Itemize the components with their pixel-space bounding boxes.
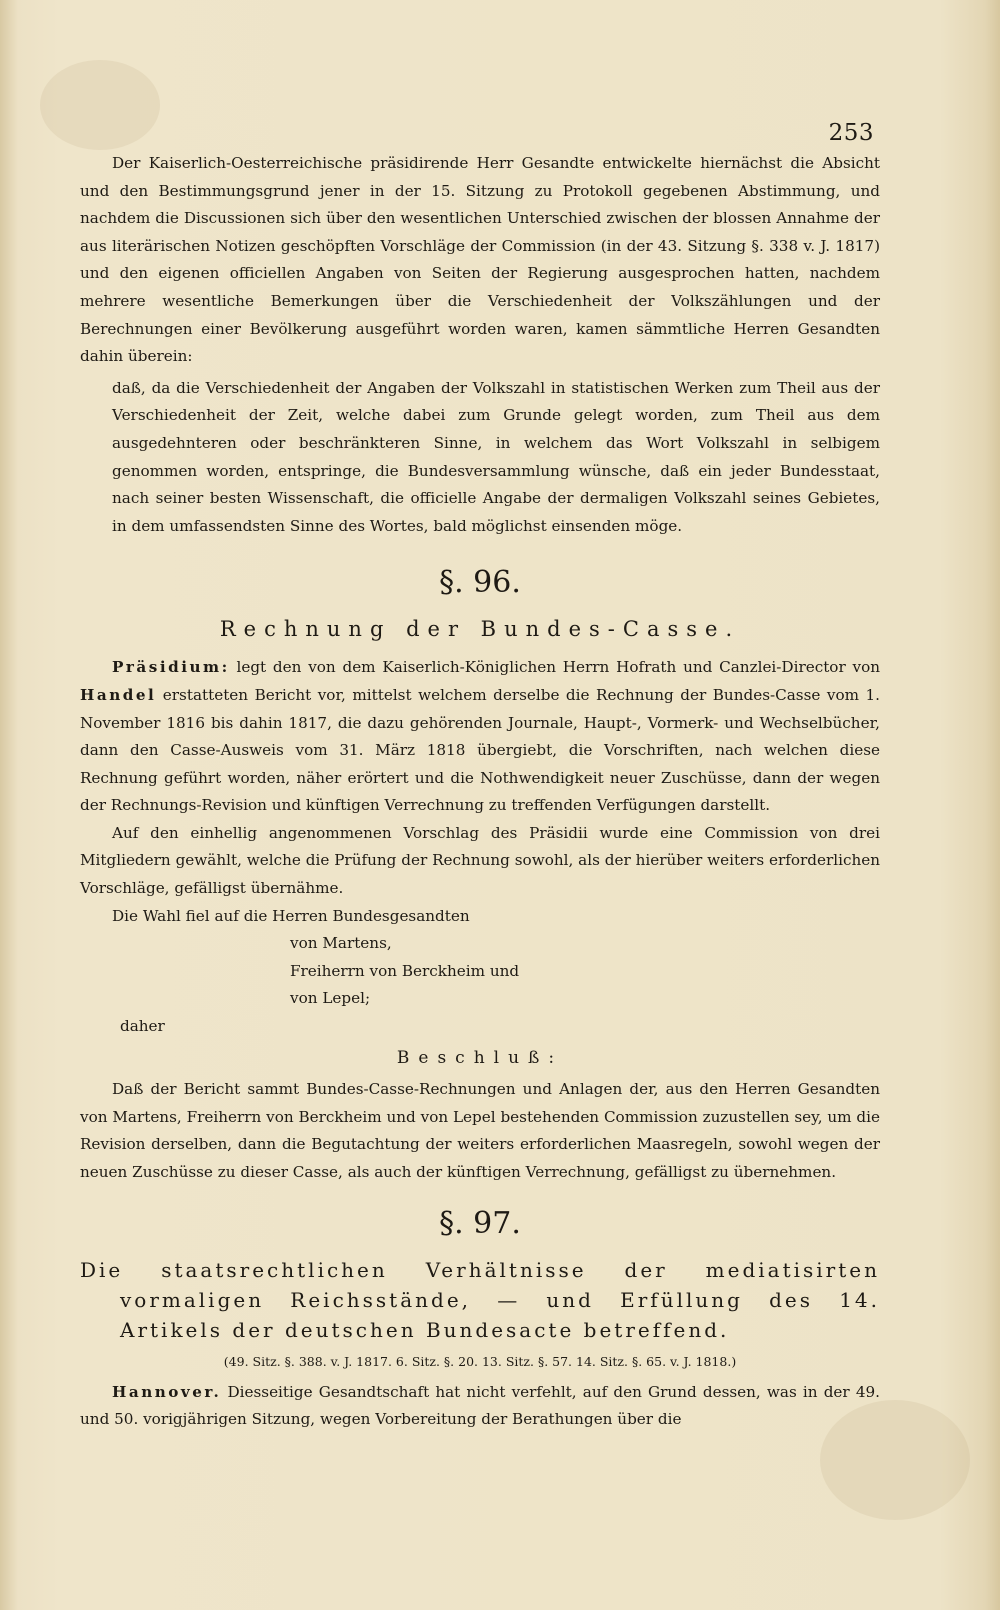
paragraph-resolution: daß, da die Verschiedenheit der Angaben der Volkszahl in statistischen Werken zum Theil aus der Verschiedenheit der Zeit, welche dabei zum Grunde gelegt worden, zum Theil aus dem ausgedehnteren oder beschränkteren Sinne, in welchem das Wort Volkszahl in selbigem genommen worden, entspringe, die Bundesversammlung wünsche, daß ein jeder Bundesstaat, nach seiner besten Wissenschaft, die officielle Angabe der dermaligen Volkszahl seines Gebietes, in dem umfassendsten Sinne des Wortes, bald möglichst einsenden möge. [112, 378, 880, 535]
section-97-references: (49. Sitz. §. 388. v. J. 1817. 6. Sitz. §. 20. 13. Sitz. §. 57. 14. Sitz. §. 65. v. J. 1818.) [223, 1353, 737, 1369]
section-96-number: §. 96. [439, 565, 521, 601]
hannover-label: Hannover. [112, 1382, 222, 1401]
section-97-title: Die staatsrechtlichen Verhältnisse der mediatisirten vormaligen Reichsstände, — und Erfüllung des 14. Artikels der deutschen Bundesacte betreffend. [80, 1257, 880, 1342]
name-handel: Handel [80, 685, 157, 704]
daher-text: daher [120, 1017, 165, 1036]
section-97-number: §. 97. [439, 1205, 521, 1241]
elected-name: von Martens, [290, 934, 392, 953]
paragraph-hannover [80, 1379, 880, 1434]
paragraph-presidium [80, 654, 880, 820]
presidium-text: legt den von dem Kaiserlich-Königlichen Herrn Hofrath und Canzlei-Director von [229, 658, 880, 677]
presidium-label: Präsidium: [112, 658, 230, 677]
elected-name: von Lepel; [290, 989, 371, 1008]
paper-stain [40, 60, 160, 150]
paragraph-election: Die Wahl fiel auf die Herren Bundesgesandten [112, 906, 470, 925]
resolution-heading: Beschluß: [396, 1047, 564, 1068]
presidium-rest: erstatteten Bericht vor, mittelst welchem derselbe die Rechnung der Bundes-Casse vom 1. November 1816 bis dahin 1817, die dazu gehörenden Journale, Haupt-, Vormerk- und Wechselbücher, dann den Casse-Ausweis vom 31. März 1818 übergiebt, die Vorschriften, nach welchen diese Rechnung geführt worden, näher erörtert und die Nothwendigkeit neuer Zuschüsse, dann der wegen der Rechnungs-Revision und künftigen Verrechnung zu treffenden Verfügungen darstellt. [80, 685, 880, 815]
section-96-title: Rechnung der Bundes-Casse. [219, 617, 741, 642]
paragraph-discussion: Der Kaiserlich-Oesterreichische präsidirende Herr Gesandte entwickelte hiernächst die Absicht und den Bestimmungsgrund jener in der 15. Sitzung zu Protokoll gegebenen Abstimmung, und nachdem die Discussionen sich über den wesentlichen Unterschied zwischen der blossen Annahme der aus literärischen Notizen geschöpften Vorschläge der Commission (in der 43. Sitzung §. 338 v. J. 1817) und den eigenen officiellen Angaben von Seiten der Regierung ausgesprochen hatten, nachdem mehrere wesentliche Bemerkungen über die Verschiedenheit der Volkszählungen und der Berechnungen einer Bevölkerung ausgeführt worden waren, kamen sämmtliche Herren Gesandten dahin überein: [80, 154, 880, 366]
page-number: 253 [828, 120, 874, 146]
page-content [80, 150, 880, 1434]
paragraph-commission: Auf den einhellig angenommenen Vorschlag des Präsidii wurde eine Commission von drei Mitgliedern gewählt, welche die Prüfung der Rechnung sowohl, als der hierüber weiters erforderlichen Vorschläge, gefälligst übernähme. [80, 823, 880, 898]
hannover-text: Diesseitige Gesandtschaft hat nicht verfehlt, auf den Grund dessen, was in der 49. und 50. vorigjährigen Sitzung, wegen Vorbereitung der Berathungen über die [80, 1382, 880, 1429]
paragraph-decision: Daß der Bericht sammt Bundes-Casse-Rechnungen und Anlagen der, aus den Herren Gesandten von Martens, Freiherrn von Berckheim und von Lepel bestehenden Commission zuzustellen sey, um die Revision derselben, dann die Begutachtung der weiters erforderlichen Maasregeln, sowohl wegen der neuen Zuschüsse zu dieser Casse, als auch der künftigen Verrechnung, gefälligst zu übernehmen. [80, 1080, 880, 1181]
elected-name: Freiherrn von Berckheim und [290, 961, 520, 980]
